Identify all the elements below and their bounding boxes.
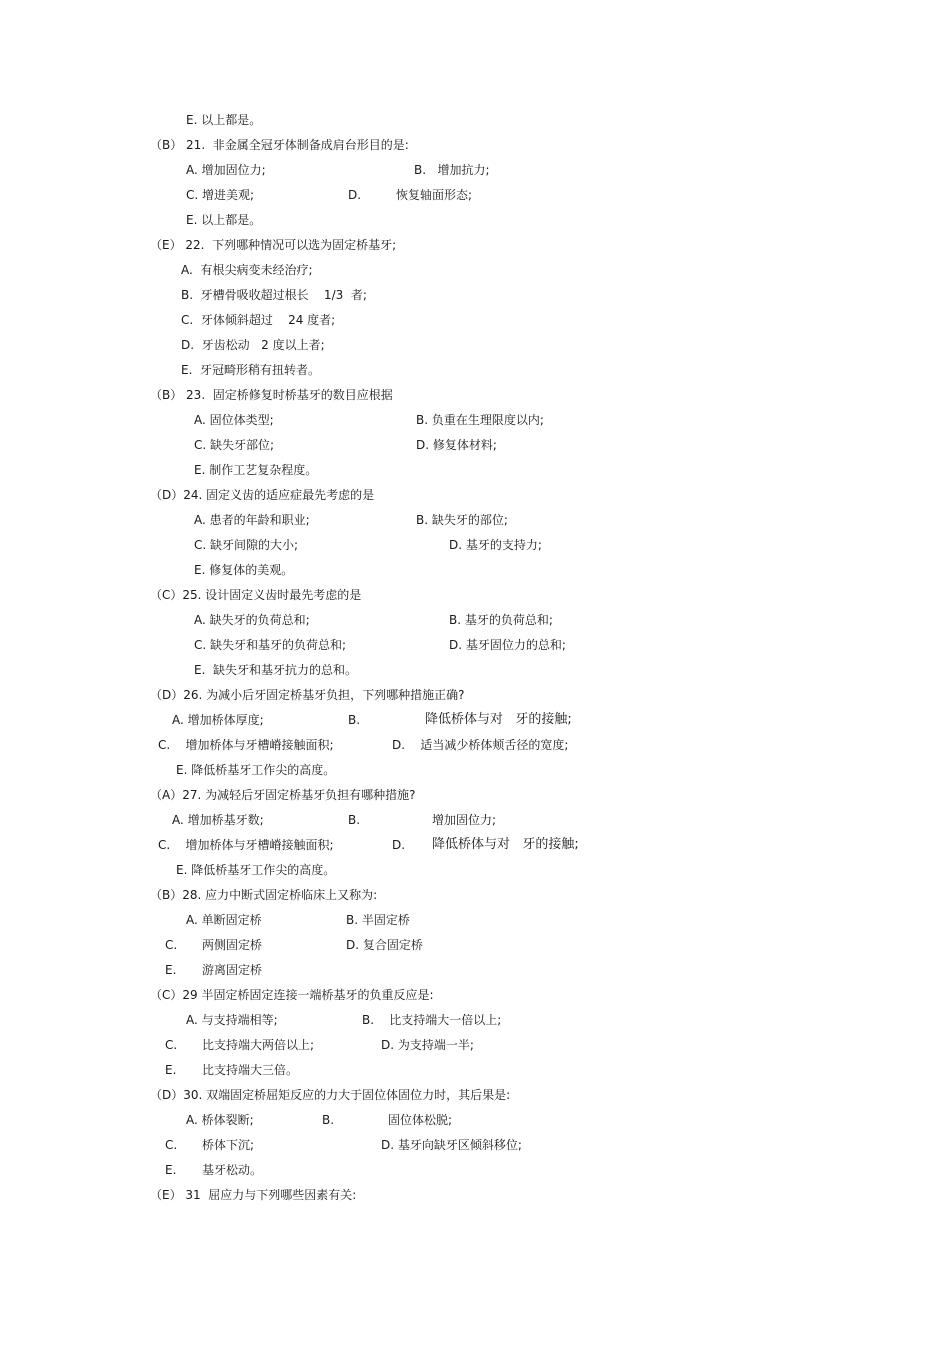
option-line: 桥体下沉;	[202, 1138, 255, 1152]
option-line: E. 牙冠畸形稍有扭转者。	[181, 363, 321, 377]
question-line: （C）25. 设计固定义齿时最先考虑的是	[150, 588, 362, 602]
option-line: B. 比支持端大一倍以上;	[362, 1013, 502, 1027]
option-line: A. 有根尖病变未经治疗;	[181, 263, 313, 277]
option-line: B. 增加抗力;	[414, 163, 490, 177]
option-line: 两侧固定桥	[202, 938, 263, 952]
option-line: E.	[165, 963, 177, 977]
option-line: E.	[165, 1063, 177, 1077]
option-line: E. 降低桥基牙工作尖的高度。	[176, 863, 336, 877]
option-line: A. 增加桥体厚度;	[172, 713, 264, 727]
option-line: E.	[165, 1163, 177, 1177]
option-line: 降低桥体与对 牙的接触;	[432, 837, 579, 852]
option-line: E. 以上都是。	[186, 213, 262, 227]
option-line: E. 缺失牙和基牙抗力的总和。	[194, 663, 358, 677]
question-line: （C）29 半固定桥固定连接一端桥基牙的负重反应是:	[150, 988, 434, 1002]
option-line: E. 降低桥基牙工作尖的高度。	[176, 763, 336, 777]
option-line: C.	[165, 1138, 178, 1152]
option-line: 基牙松动。	[202, 1163, 263, 1177]
option-line: B. 缺失牙的部位;	[416, 513, 508, 527]
option-line: D. 适当减少桥体颊舌径的宽度;	[392, 738, 569, 752]
question-line: （E） 31 屈应力与下列哪些因素有关:	[150, 1188, 357, 1202]
option-line: A. 单断固定桥	[186, 913, 262, 927]
option-line: D. 基牙向缺牙区倾斜移位;	[381, 1138, 522, 1152]
option-line: B. 牙槽骨吸收超过根长 1/3 者;	[181, 288, 367, 302]
option-line: D. 基牙的支持力;	[449, 538, 542, 552]
option-line: C. 缺失牙和基牙的负荷总和;	[194, 638, 347, 652]
option-line: B. 负重在生理限度以内;	[416, 413, 544, 427]
option-line: B. 基牙的负荷总和;	[449, 613, 553, 627]
option-line: 降低桥体与对 牙的接触;	[425, 712, 572, 727]
option-line: D.	[392, 838, 406, 852]
option-line: B.	[348, 713, 361, 727]
option-line: 增加固位力;	[432, 813, 497, 827]
option-line: 固位体松脱;	[388, 1113, 453, 1127]
option-line: C. 缺失牙部位;	[194, 438, 275, 452]
option-line: D. 为支持端一半;	[381, 1038, 474, 1052]
option-line: D. 修复体材料;	[416, 438, 497, 452]
option-line: A. 增加固位力;	[186, 163, 266, 177]
option-line: 比支持端大两倍以上;	[202, 1038, 315, 1052]
option-line: D. 复合固定桥	[346, 938, 423, 952]
option-line: C.	[165, 1038, 178, 1052]
question-line: （B） 23. 固定桥修复时桥基牙的数目应根据	[150, 388, 393, 402]
option-line: 比支持端大三倍。	[202, 1063, 299, 1077]
option-line: B.	[348, 813, 361, 827]
option-line: A. 固位体类型;	[194, 413, 274, 427]
question-line: （B）28. 应力中断式固定桥临床上又称为:	[150, 888, 378, 902]
question-line: （D）26. 为减小后牙固定桥基牙负担，下列哪种措施正确?	[150, 688, 465, 702]
option-line: E. 以上都是。	[186, 113, 262, 127]
option-line: A. 增加桥基牙数;	[172, 813, 264, 827]
option-line: A. 患者的年龄和职业;	[194, 513, 310, 527]
option-line: D.	[348, 188, 362, 202]
option-line: C. 增加桥体与牙槽嵴接触面积;	[158, 838, 334, 852]
option-line: 恢复轴面形态;	[396, 188, 473, 202]
option-line: D. 基牙固位力的总和;	[449, 638, 566, 652]
question-line: （D）30. 双端固定桥屈矩反应的力大于固位体固位力时，其后果是:	[150, 1088, 511, 1102]
option-line: A. 桥体裂断;	[186, 1113, 254, 1127]
option-line: C. 牙体倾斜超过 24 度者;	[181, 313, 336, 327]
option-line: A. 缺失牙的负荷总和;	[194, 613, 310, 627]
option-line: C. 增进美观;	[186, 188, 255, 202]
option-line: C.	[165, 938, 178, 952]
option-line: C. 缺牙间隙的大小;	[194, 538, 299, 552]
option-line: 游离固定桥	[202, 963, 263, 977]
option-line: B.	[322, 1113, 335, 1127]
option-line: A. 与支持端相等;	[186, 1013, 278, 1027]
option-line: D. 牙齿松动 2 度以上者;	[181, 338, 325, 352]
question-line: （B） 21. 非金属全冠牙体制备成肩台形目的是:	[150, 138, 409, 152]
option-line: E. 制作工艺复杂程度。	[194, 463, 318, 477]
question-line: （A）27. 为减轻后牙固定桥基牙负担有哪种措施?	[150, 788, 416, 802]
question-line: （D）24. 固定义齿的适应症最先考虑的是	[150, 488, 375, 502]
option-line: E. 修复体的美观。	[194, 563, 294, 577]
option-line: C. 增加桥体与牙槽嵴接触面积;	[158, 738, 334, 752]
question-line: （E） 22. 下列哪种情况可以选为固定桥基牙;	[150, 238, 397, 252]
option-line: B. 半固定桥	[346, 913, 410, 927]
